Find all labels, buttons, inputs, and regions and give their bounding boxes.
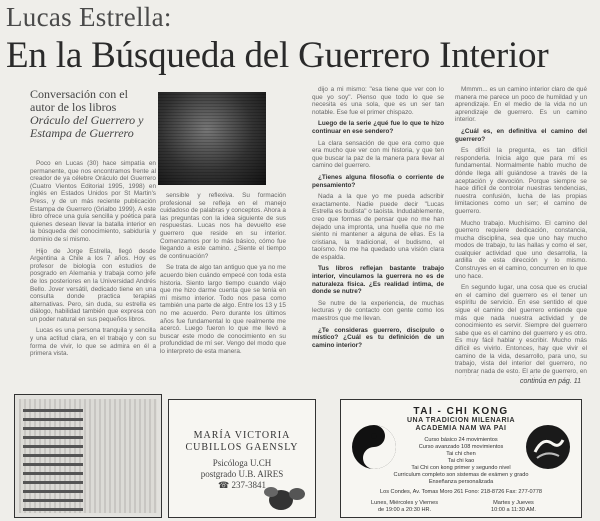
paragraph: En segundo lugar, una cosa que es crucial en el camino del guerrero es el tener un espíritu de servicio. En ese sentido el que sigue el camino del guerrero entiende que más que nada nuestra actividad y de conocimiento es servir. Siempre del guerrero sabe que es el camino del guerrero y es otro. Es muy fácil hablar y escribir. Mucho más difícil es vivirlo. Entonces, hay que vivir el camino de la vida, desarrollo, para uno, su trabajo, vista del interior del guerrero, no nombrar nada de esto. El arte de guerrero, en <box>455 284 587 375</box>
question: Luego de la serie ¿qué fue lo que te hizo continuar en ese sendero? <box>312 120 444 135</box>
tai-schedule-1: Lunes, Miércoles y Viernes de 19:00 a 20:30 HR. <box>371 500 439 513</box>
article-column-4 <box>455 86 587 376</box>
ad-text-lines <box>23 409 83 517</box>
dragon-emblem-icon <box>523 422 573 472</box>
dek-line: Conversación con el <box>30 87 128 101</box>
tai-title: TAI - CHI KONG <box>413 406 509 417</box>
paragraph: La clara sensación de que era como que era mucho que ver con mi historia, y que ten que buscar la paz de la manera para llevar al camino del guerrero. <box>312 139 444 170</box>
question: ¿Te consideras guerrero, discípulo o místico? ¿Cuál es tu definición de un camino interior? <box>312 326 444 349</box>
article-dek <box>30 88 155 140</box>
dek-book-title: Estampa de Guerrero <box>30 126 134 140</box>
paragraph: Poco en Lucas (30) hace simpatía en permanente, que nos encontramos frente al creador de ya célebre Oráculo del Guerrero (Cuatro Vientos Editorial 1995, 1998) en inglés en Estados Unidos por St Martin's Press, y de un más reciente publicación Estampa de Guerrero (Grialbo 1999). A este libro ofrece una guía sencilla y poética para quienes desean llevar la batalla interior en la búsqueda del conocimiento, sabiduría y dominio de sí mismo. <box>30 160 156 243</box>
paragraph: Se trata de algo tan antiguo que ya no me acuerdo bien cuándo empecé con toda esta historia. Siento largo tiempo cuando viajo que me hizo darme cuenta que se tenía en mí mismo interior. Todo nos pasa como también una parte de algo. Entre los 13 y 15 no me acuerdo. Pero durante los últimos años fue fundamental lo que realmente me acercó. Luego fueron lo que me llevó a buscar este modo de conocimiento en su profundidad de mí ser. Vengo del modo que lo interpreto de esta manera. <box>160 264 286 355</box>
article-column-2 <box>160 192 286 388</box>
paragraph: Lucas es una persona tranquila y sencilla y una actitud clara, en el trabajo y con su forma de vivir, lo que se admira en él a primera vista. <box>30 327 156 358</box>
article-headline: En la Búsqueda del Guerrero Interior <box>6 35 549 76</box>
question: Tus libros reflejan bastante trabajo interior, vinculamos la guerrera no es de naturaleza física. ¿Es realidad íntima, de donde se nutre? <box>312 265 444 296</box>
author-photo <box>158 92 266 185</box>
psychologist-advertisement <box>168 399 316 518</box>
dek-line: autor de los libros <box>30 100 117 114</box>
ad-name: MARÍA VICTORIA CUBILLOS GAENSLY <box>185 430 299 453</box>
tai-subtitle: UNA TRADICION MILENARIA <box>406 417 516 424</box>
ad-credentials: Psicóloga U.CH postgrado U.B. AIRES ☎ 237-3841 <box>169 458 315 491</box>
question: ¿Tienes alguna filosofía o corriente de pensamiento? <box>312 173 444 189</box>
paragraph: Es difícil la pregunta, es tan difícil responderla. Inicia algo que para mí es fundamental. Normalmente hablo mucho de dónde llega allí guiándose a través de la aceptación y devoción. Porque siempre se hace difícil de controlar nuestras tendencias, nuestra confusión, lucha de las propias limitaciones como un ser; el camino de guerrero. <box>455 147 587 215</box>
question: ¿Cuál es, en definitiva el camino del guerrero? <box>455 127 587 143</box>
paragraph: Se nutre de la experiencia, de muchas lecturas y de contacto con gente como los maestros que me llevan. <box>312 299 444 323</box>
paragraph: Hijo de Jorge Estrella, llegó desde Argentina a Chile a los 7 años. Hoy es profesor de biología con estudios de posgrado en Alemania y trabaja como jefe de los posteriores en la Universidad Andrés Bello. Jover versátil, dedicado tiene en una consulta donde practica terapias alternativas. Pero, sin duda, su estrella es diálogo, habilidad también que expresa con un poder natural en sus pequeños libros. <box>30 247 156 323</box>
yin-yang-icon <box>349 422 399 472</box>
paragraph: dijo a mi mismo: "esa tiene que ver con lo que yo soy". Pienso que todo lo que se necesita es una sola, que es un ser tan notable. Ese fue el primer chispazo. <box>312 86 444 116</box>
tai-subtitle: ACADEMIA NAM WA PAI <box>415 425 507 432</box>
tai-schedule-2: Martes y Jueves 10:00 a 11:30 AM. <box>491 500 536 513</box>
tai-course-list: Curso básico 24 movimientos Curso avanzado 108 movimientos Tai chi chen Tai chi kao Tai Chi con kong primer y segundo nivel Curriculum completo son sistemas de exámen y grado Enseñanza personalizada <box>393 437 529 485</box>
tai-address: Los Condes, Av. Tomas Moro 261 Fono: 218-8726 Fax: 277-0778 <box>379 489 542 495</box>
article-kicker: Lucas Estrella: <box>6 2 172 32</box>
ad-phone: ☎ 237-3841 <box>218 480 266 490</box>
tai-chi-advertisement <box>340 399 582 518</box>
cherub-illustration <box>259 482 309 514</box>
paragraph: sensible y reflexiva. Su formación profesional se refleja en el manejo cuidadoso de palabras y conceptos. Ahora a las preguntas con la idea siguiente de sus respuestas. Lucas nos ha devuelto ese guerrero que reside en su interior. Comenzamos por lo más básico, cómo fue llegando a este camino. ¿Siente el tiempo de continuación? <box>160 192 286 260</box>
left-advertisement <box>14 394 162 518</box>
paragraph: Mmmm... es un camino interior claro de qué manera me parece un poco de humildad y un aprendizaje. En el medio de la vida no un aprendizaje de guerrero. Es un camino interior. <box>455 86 587 124</box>
article-column-3 <box>312 86 444 386</box>
paragraph: Nada a la que yo me pueda adscribir exactamente. Nadie puede decir "Lucas Estrella es budista" o taoísta. Indudablemente, creo que formas de pensar que no me han dejado una impronta, una huella que no me siento ni mantener a alguna de ellas. Es la cristiana, la tradicional, el budismo, el taoísmo. No me ha quedado una visión clara de espalda. <box>312 193 444 261</box>
paragraph: Mucho trabajo. Muchísimo. El camino del guerrero requiere dedicación, constancia, mucha disciplina, sea que uno hay mucho modos de trabajo, tu las hallas y como el ser, cualquier actividad que uno desarrolla, la ardilla de esta dirección y lo mismo. Construyes en el camino, concurren en lo que uno hace. <box>455 219 587 280</box>
dek-book-title: Oráculo del Guerrero y <box>30 113 144 127</box>
continued-on-page: continúa en pág. 11 <box>520 378 581 385</box>
article-column-1 <box>30 160 156 386</box>
